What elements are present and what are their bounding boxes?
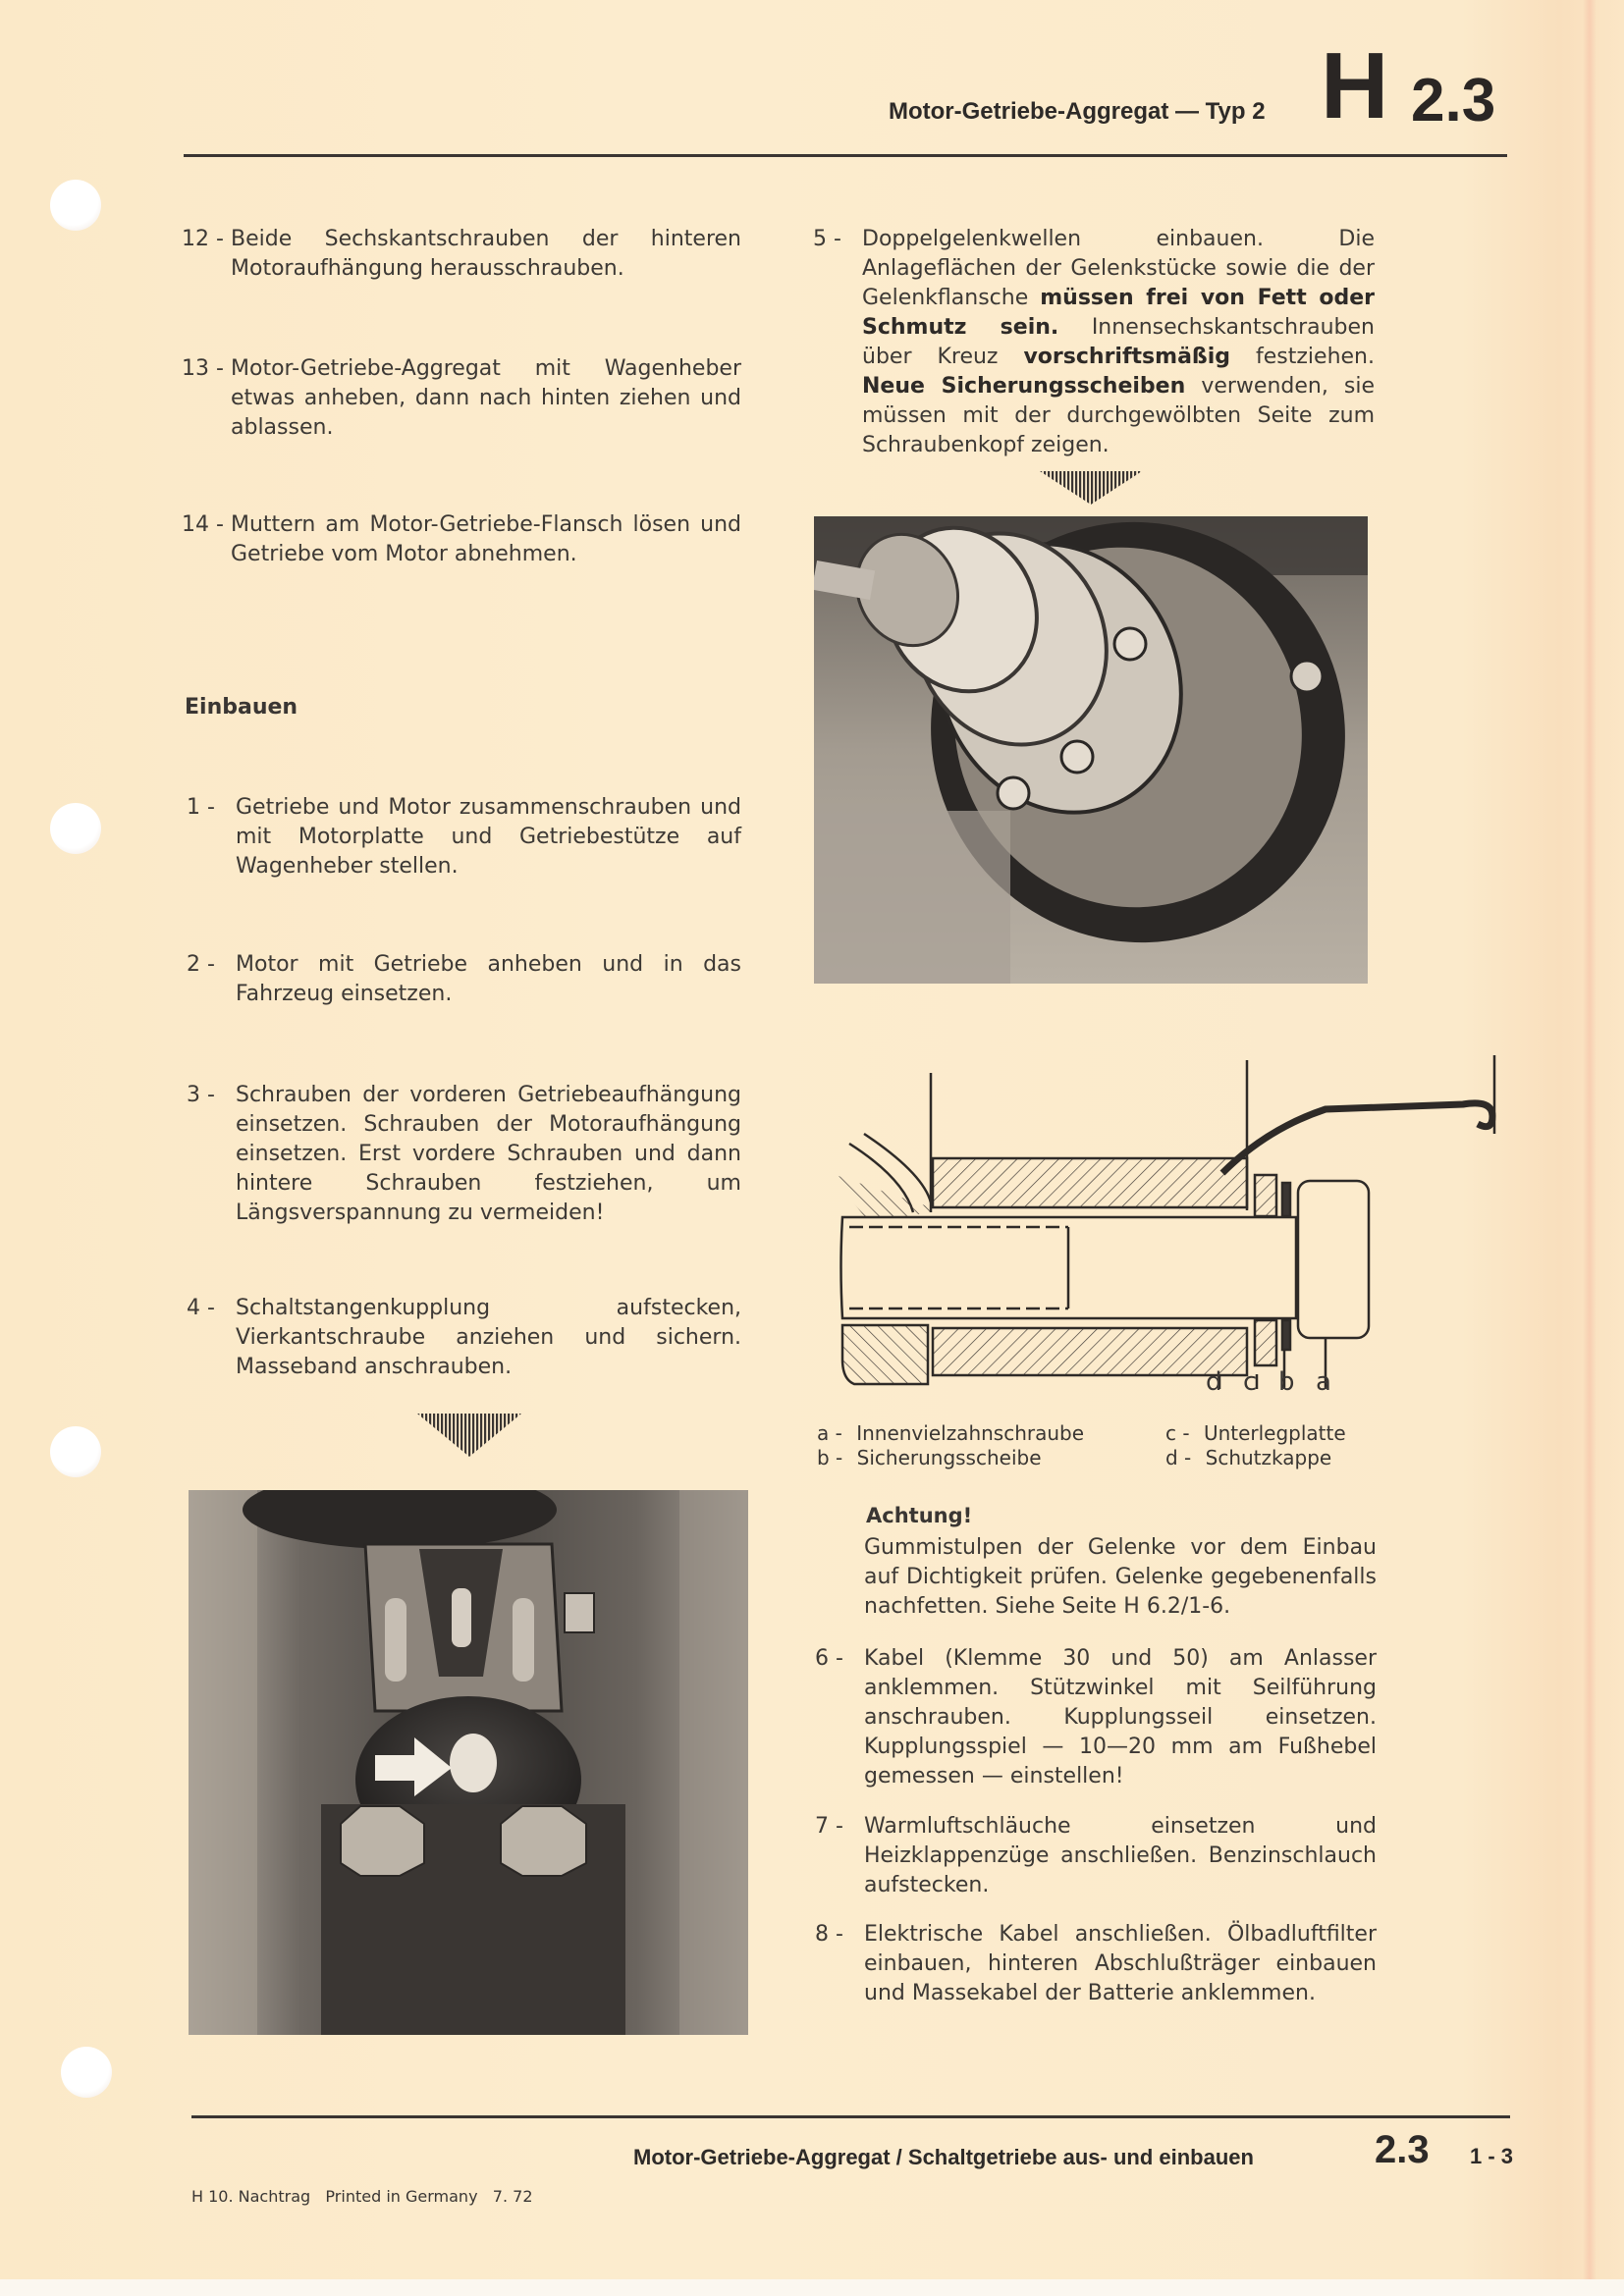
bolt-head	[1298, 1181, 1369, 1338]
section-letter: H	[1321, 33, 1389, 138]
pointer-arrow-icon	[417, 1414, 521, 1457]
bushing-upper	[933, 1158, 1247, 1207]
step-number: 4 -	[187, 1296, 215, 1320]
header-title: Motor-Getriebe-Aggregat — Typ 2	[889, 98, 1266, 125]
punch-hole	[61, 2047, 112, 2098]
text-run: verwenden, sie müssen mit der durchgewölbten Seite zum Schraubenkopf zeigen.	[862, 374, 1375, 457]
step-number: 13 -	[182, 356, 224, 381]
step-text: Schrauben der vorderen Getriebeaufhängung einsetzen. Schrauben der Motoraufhängung einsetzen. Erst vordere Schrauben und dann hintere Schrauben festziehen, um Längsverspannung zu vermeiden!	[236, 1083, 741, 1225]
legend-key: a -	[817, 1421, 842, 1445]
legend-item-a	[817, 1421, 1084, 1446]
step-13	[182, 354, 741, 443]
protective-cap	[1222, 1103, 1492, 1173]
install-step-4	[187, 1294, 741, 1382]
install-step-1	[187, 793, 741, 881]
attention-text: Gummistulpen der Gelenke vor dem Einbau auf Dichtigkeit prüfen. Gelenke gegebenenfalls nachfetten. Siehe Seite H 6.2/1-6.	[864, 1535, 1377, 1619]
legend-key: b -	[817, 1446, 843, 1469]
punch-hole	[50, 1426, 101, 1477]
install-step-8	[815, 1920, 1377, 2008]
step-text: Warmluftschläuche einsetzen und Heizklappenzüge anschließen. Benzinschlauch aufstecken.	[864, 1814, 1377, 1897]
diagram-label-a: a	[1316, 1367, 1331, 1397]
step-number: 8 -	[815, 1922, 843, 1947]
step-text: Muttern am Motor-Getriebe-Flansch lösen und Getriebe vom Motor abnehmen.	[231, 512, 741, 566]
install-step-5	[813, 225, 1375, 460]
step-number: 3 -	[187, 1083, 215, 1107]
page-number: 1 - 3	[1470, 2144, 1514, 2168]
text-run: Doppelgelenkwellen einbauen. Die Anlageflächen der Gelenkstücke sowie die der Gelenkflansche	[862, 227, 1375, 310]
step-number: 2 -	[187, 952, 215, 977]
step-text: Motor-Getriebe-Aggregat mit Wagenheber etwas anheben, dann nach hinten ziehen und ablassen.	[231, 356, 741, 440]
step-text: Beide Sechskantschrauben der hinteren Motoraufhängung herausschrauben.	[231, 227, 741, 281]
socket-bolt	[1061, 741, 1093, 773]
step-number: 12 -	[182, 227, 224, 251]
socket-bolt	[1114, 628, 1146, 660]
step-text: Motor mit Getriebe anheben und in das Fahrzeug einsetzen.	[236, 952, 741, 1006]
footer-rule	[191, 2115, 1510, 2118]
legend-item-c	[1165, 1421, 1346, 1446]
diagram-label-c: c	[1243, 1367, 1258, 1397]
housing-lower	[842, 1325, 928, 1384]
text-run: Innensechskantschrauben über Kreuz	[862, 315, 1375, 369]
punch-hole	[50, 180, 101, 231]
footer-section: 2.3	[1375, 2128, 1430, 2171]
step-text: Getriebe und Motor zusammenschrauben und mit Motorplatte und Getriebestütze auf Wagenheber stellen.	[236, 795, 741, 879]
spacer-plate	[1255, 1175, 1276, 1216]
step-text	[862, 225, 1375, 460]
step-number: 5 -	[813, 227, 841, 251]
step-number: 1 -	[187, 795, 215, 820]
step-14	[182, 510, 741, 569]
housing-left	[830, 1173, 931, 1222]
step-number: 14 -	[182, 512, 224, 537]
socket-bolt	[998, 777, 1029, 809]
attention-title: Achtung!	[866, 1504, 973, 1527]
diagram-label-b: b	[1278, 1367, 1295, 1397]
pointer-arrow-icon	[1040, 471, 1142, 505]
hex-bolt	[501, 1806, 586, 1876]
bushing-lower	[933, 1328, 1247, 1375]
footer-title: Motor-Getriebe-Aggregat / Schaltgetriebe aus- und einbauen	[633, 2145, 1254, 2169]
legend-text: Schutzkappe	[1205, 1446, 1332, 1469]
section-heading-einbauen: Einbauen	[185, 695, 298, 720]
paper-edge-stain	[1583, 0, 1597, 2279]
step-12	[182, 225, 741, 284]
lock-washer	[1282, 1183, 1290, 1216]
text-run: festziehen.	[1230, 345, 1375, 369]
step-number: 7 -	[815, 1814, 843, 1839]
hex-bolt	[341, 1806, 424, 1876]
step-text: Elektrische Kabel anschließen. Ölbadluftfilter einbauen, hinteren Abschlußträger einbauen und Massekabel der Batterie anklemmen.	[864, 1922, 1377, 2005]
legend-text: Unterlegplatte	[1203, 1421, 1346, 1445]
install-step-7	[815, 1812, 1377, 1900]
install-step-2	[187, 950, 741, 1009]
bolt-cross-section-diagram	[815, 1055, 1542, 1389]
step-number: 6 -	[815, 1646, 843, 1671]
emphasis-text: Neue Sicherungsscheiben	[862, 374, 1186, 399]
photo-double-joint-shaft	[814, 516, 1368, 984]
install-step-6	[815, 1644, 1377, 1791]
emphasis-text: vorschriftsmäßig	[1023, 345, 1231, 369]
legend-text: Innenvielzahnschraube	[856, 1421, 1085, 1445]
legend-text: Sicherungsscheibe	[856, 1446, 1042, 1469]
punch-hole	[50, 803, 101, 854]
lock-washer-lower	[1282, 1320, 1290, 1350]
print-info: H 10. Nachtrag Printed in Germany 7. 72	[191, 2187, 533, 2206]
photo-engine-mount	[189, 1490, 748, 2035]
socket-bolt	[1291, 661, 1323, 692]
step-text: Schaltstangenkupplung aufstecken, Vierkantschraube anziehen und sichern. Masseband anschrauben.	[236, 1296, 741, 1379]
header-rule	[184, 154, 1507, 157]
step-text: Kabel (Klemme 30 und 50) am Anlasser anklemmen. Stützwinkel mit Seilführung anschrauben. Kupplungsseil einsetzen. Kupplungsspiel — 10—20 mm am Fußhebel gemessen — einstellen!	[864, 1646, 1377, 1789]
diagram-label-d: d	[1206, 1367, 1222, 1397]
emphasis-text: müssen frei von Fett oder Schmutz sein.	[862, 286, 1376, 340]
legend-key: c -	[1165, 1421, 1190, 1445]
legend-item-b	[817, 1446, 1042, 1470]
spacer-plate-lower	[1255, 1320, 1276, 1365]
legend-key: d -	[1165, 1446, 1192, 1469]
install-step-3	[187, 1081, 741, 1228]
legend-item-d	[1165, 1446, 1331, 1470]
section-number: 2.3	[1411, 67, 1496, 134]
